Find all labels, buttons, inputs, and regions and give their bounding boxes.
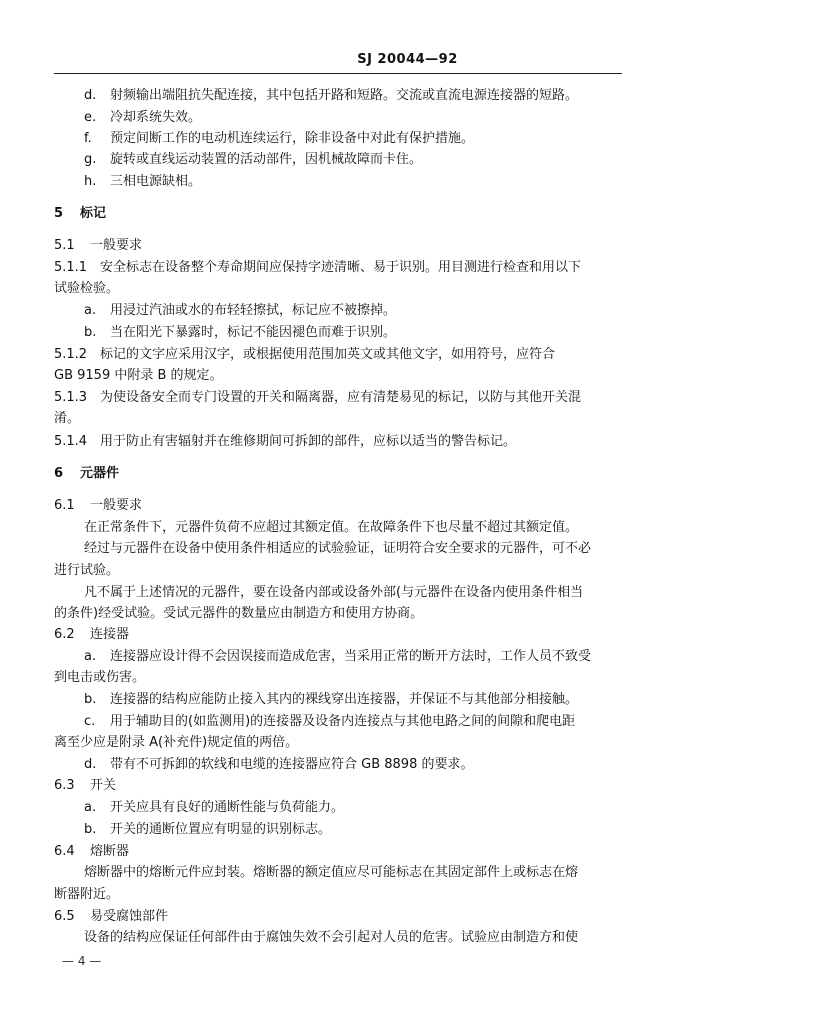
item-text: 连接器的结构应能防止接入其内的裸线穿出连接器，并保证不与其他部分相接触。 xyxy=(110,692,579,707)
clause-title: 一般要求 xyxy=(90,238,143,253)
section-title: 标记 xyxy=(80,206,107,221)
clause-6-4-line1: 熔断器中的熔断元件应封装。熔断器的额定值应尽可能标志在其固定部件上或标志在熔 xyxy=(84,865,579,880)
document-header: SJ 20044—92 xyxy=(357,52,458,67)
item-label: a. xyxy=(84,303,97,318)
item-label: b. xyxy=(84,325,97,340)
clause-5-1-1-b xyxy=(84,325,396,341)
clause-6-2-heading xyxy=(54,627,129,643)
item-text: 当在阳光下暴露时，标记不能因褪色而难于识别。 xyxy=(110,325,397,340)
clause-text: 安全标志在设备整个寿命期间应保持字迹清晰、易于识别。用目测进行检查和用以下 xyxy=(100,260,582,275)
item-text: 开关应具有良好的通断性能与负荷能力。 xyxy=(110,800,345,815)
clause-6-2-d xyxy=(84,757,473,773)
item-text: 射频输出端阻抗失配连接，其中包括开路和短路。交流或直流电源连接器的短路。 xyxy=(110,88,579,103)
clause-6-5-heading xyxy=(54,909,168,925)
clause-number: 6.1 xyxy=(54,498,75,513)
clause-5-1-2-line1 xyxy=(54,347,555,363)
clause-6-1-heading xyxy=(54,498,142,514)
section-number: 6 xyxy=(54,466,64,481)
item-text: 连接器应设计得不会因误接而造成危害，当采用正常的断开方法时，工作人员不致受 xyxy=(110,649,592,664)
item-text: 开关的通断位置应有明显的识别标志。 xyxy=(110,822,332,837)
clause-6-4-heading xyxy=(54,844,129,860)
clause-6-3-a xyxy=(84,800,344,816)
item-label: a. xyxy=(84,649,97,664)
item-label: b. xyxy=(84,692,97,707)
clause-title: 连接器 xyxy=(90,627,130,642)
clause-6-1-para3-line1: 凡不属于上述情况的元器件，要在设备内部或设备外部(与元器件在设备内使用条件相当 xyxy=(84,585,584,600)
clause-number: 6.5 xyxy=(54,909,75,924)
item-label: g. xyxy=(84,152,97,167)
clause-5-1-3-line1 xyxy=(54,390,581,406)
clause-title: 开关 xyxy=(90,778,117,793)
list-item-d xyxy=(84,88,578,104)
clause-6-2-c-line1 xyxy=(84,714,575,730)
clause-number: 5.1.3 xyxy=(54,390,88,405)
clause-5-1-4 xyxy=(54,434,516,450)
item-text: 冷却系统失效。 xyxy=(110,110,202,125)
item-text: 预定间断工作的电动机连续运行，除非设备中对此有保护措施。 xyxy=(110,131,475,146)
list-item-h xyxy=(84,174,201,190)
item-label: b. xyxy=(84,822,97,837)
clause-6-2-c-line2: 离至少应是附录 A(补充件)规定值的两倍。 xyxy=(54,735,299,750)
clause-6-1-para3-line2: 的条件)经受试验。受试元器件的数量应由制造方和使用方协商。 xyxy=(54,606,424,621)
clause-6-2-a-line1 xyxy=(84,649,591,665)
item-label: h. xyxy=(84,174,97,189)
section-6-heading xyxy=(54,466,119,482)
item-text: 用于辅助目的(如监测用)的连接器及设备内连接点与其他电路之间的间隙和爬电距 xyxy=(110,714,576,729)
clause-5-1-heading xyxy=(54,238,142,254)
section-number: 5 xyxy=(54,206,64,221)
section-title: 元器件 xyxy=(80,466,120,481)
clause-6-1-para2-line2: 进行试验。 xyxy=(54,563,120,578)
item-text: 带有不可拆卸的软线和电缆的连接器应符合 GB 8898 的要求。 xyxy=(110,757,474,772)
clause-number: 5.1.1 xyxy=(54,260,88,275)
clause-5-1-1-line1 xyxy=(54,260,581,276)
item-text: 三相电源缺相。 xyxy=(110,174,202,189)
clause-5-1-1-line2: 试验检验。 xyxy=(54,281,120,296)
clause-number: 5.1.4 xyxy=(54,434,88,449)
clause-6-4-line2: 断器附近。 xyxy=(54,887,120,902)
clause-title: 一般要求 xyxy=(90,498,143,513)
item-label: f. xyxy=(84,131,92,146)
clause-number: 6.3 xyxy=(54,778,75,793)
item-label: a. xyxy=(84,800,97,815)
clause-text: 用于防止有害辐射并在维修期间可拆卸的部件，应标以适当的警告标记。 xyxy=(100,434,517,449)
item-label: d. xyxy=(84,757,97,772)
item-text: 旋转或直线运动装置的活动部件，因机械故障而卡住。 xyxy=(110,152,423,167)
list-item-f xyxy=(84,131,474,147)
clause-5-1-2-line2: GB 9159 中附录 B 的规定。 xyxy=(54,368,223,383)
clause-6-3-b xyxy=(84,822,331,838)
clause-6-1-para2-line1: 经过与元器件在设备中使用条件相适应的试验验证，证明符合安全要求的元器件，可不必 xyxy=(84,541,592,556)
item-text: 用浸过汽油或水的布轻轻擦拭，标记应不被擦掉。 xyxy=(110,303,397,318)
clause-number: 6.2 xyxy=(54,627,75,642)
clause-number: 5.1.2 xyxy=(54,347,88,362)
header-rule xyxy=(54,73,622,74)
item-label: e. xyxy=(84,110,97,125)
clause-6-3-heading xyxy=(54,778,116,794)
clause-title: 易受腐蚀部件 xyxy=(90,909,169,924)
clause-text: 为使设备安全而专门设置的开关和隔离器，应有清楚易见的标记，以防与其他开关混 xyxy=(100,390,582,405)
clause-text: 标记的文字应采用汉字，或根据使用范围加英文或其他文字，如用符号，应符合 xyxy=(100,347,556,362)
clause-number: 6.4 xyxy=(54,844,75,859)
clause-number: 5.1 xyxy=(54,238,75,253)
clause-5-1-1-a xyxy=(84,303,396,319)
clause-5-1-3-line2: 淆。 xyxy=(54,411,81,426)
clause-6-1-para1: 在正常条件下，元器件负荷不应超过其额定值。在故障条件下也尽量不超过其额定值。 xyxy=(84,520,579,535)
list-item-g xyxy=(84,152,422,168)
page-number: — 4 — xyxy=(62,954,102,968)
item-label: c. xyxy=(84,714,96,729)
clause-6-5-line1: 设备的结构应保证任何部件由于腐蚀失效不会引起对人员的危害。试验应由制造方和使 xyxy=(84,930,579,945)
clause-6-2-b xyxy=(84,692,578,708)
clause-6-2-a-line2: 到电击或伤害。 xyxy=(54,670,146,685)
clause-title: 熔断器 xyxy=(90,844,130,859)
item-label: d. xyxy=(84,88,97,103)
section-5-heading xyxy=(54,206,106,222)
list-item-e xyxy=(84,110,201,126)
